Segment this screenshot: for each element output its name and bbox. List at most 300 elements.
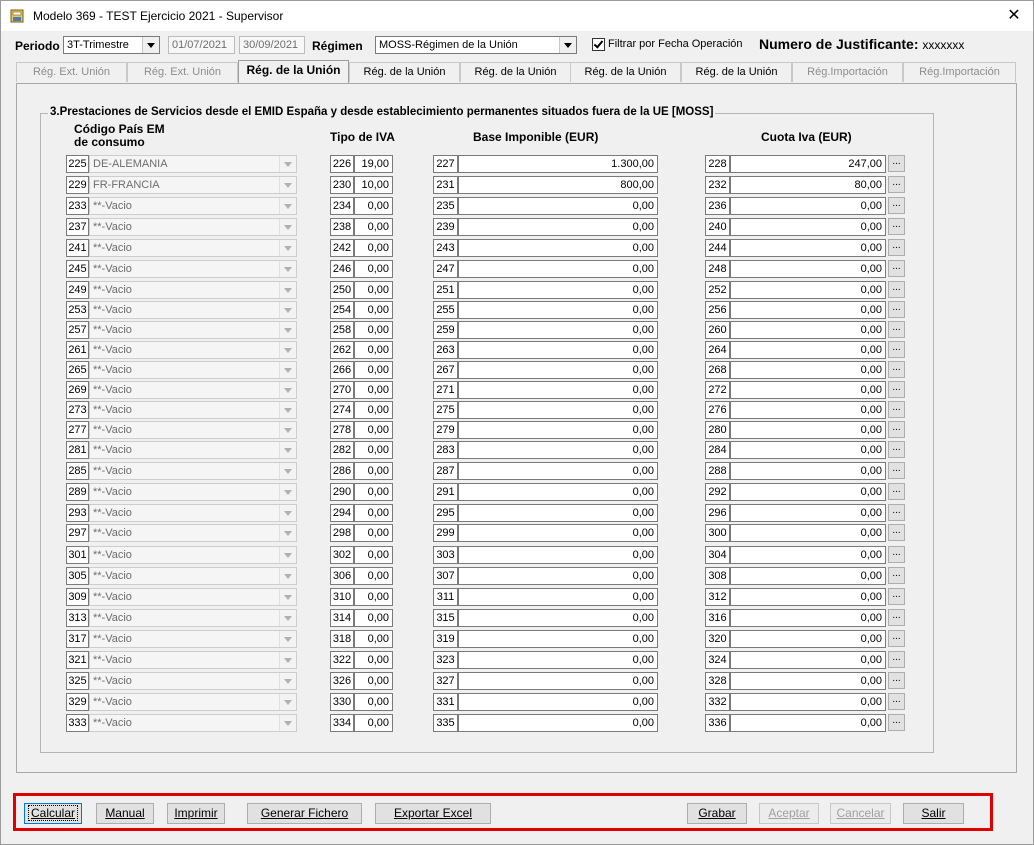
tipo-iva-field[interactable]: 0,00 xyxy=(354,483,393,501)
regimen-select[interactable] xyxy=(375,36,577,54)
box-number: 333 xyxy=(66,714,89,732)
chevron-down-icon[interactable] xyxy=(279,673,296,689)
box-number: 265 xyxy=(66,361,89,379)
chevron-down-icon[interactable] xyxy=(279,302,296,318)
base-imponible-field[interactable]: 0,00 xyxy=(458,421,658,439)
box-number: 270 xyxy=(330,381,354,399)
box-number: 261 xyxy=(66,341,89,359)
box-number: 304 xyxy=(705,546,730,564)
col-header-pais xyxy=(74,123,165,149)
base-imponible-field[interactable]: 0,00 xyxy=(458,361,658,379)
cuota-iva-field[interactable]: 0,00 xyxy=(730,524,886,542)
base-imponible-field[interactable]: 0,00 xyxy=(458,588,658,606)
ellipsis-button[interactable]: ... xyxy=(888,693,905,710)
ellipsis-button[interactable]: ... xyxy=(888,441,905,458)
chevron-down-icon[interactable] xyxy=(279,362,296,378)
box-number: 296 xyxy=(705,504,730,522)
tipo-iva-field[interactable]: 0,00 xyxy=(354,401,393,419)
box-number: 262 xyxy=(330,341,354,359)
tab-5[interactable]: Rég. de la Unión xyxy=(460,62,571,82)
base-imponible-field[interactable]: 800,00 xyxy=(458,176,658,194)
cuota-iva-field[interactable]: 247,00 xyxy=(730,155,886,173)
tipo-iva-field[interactable]: 0,00 xyxy=(354,301,393,319)
ellipsis-button[interactable]: ... xyxy=(888,176,905,193)
chevron-down-icon[interactable] xyxy=(279,442,296,458)
base-imponible-field[interactable]: 0,00 xyxy=(458,301,658,319)
chevron-down-icon[interactable] xyxy=(279,694,296,710)
box-number: 268 xyxy=(705,361,730,379)
base-imponible-field[interactable]: 0,00 xyxy=(458,260,658,278)
ellipsis-button[interactable]: ... xyxy=(888,462,905,479)
pais-value: **-Vacio xyxy=(93,612,132,624)
cuota-iva-field[interactable]: 0,00 xyxy=(730,441,886,459)
box-number: 325 xyxy=(66,672,89,690)
pais-select[interactable] xyxy=(89,301,297,319)
ellipsis-button[interactable]: ... xyxy=(888,630,905,647)
box-number: 328 xyxy=(705,672,730,690)
cuota-iva-field[interactable]: 0,00 xyxy=(730,321,886,339)
pais-select[interactable] xyxy=(89,381,297,399)
tipo-iva-field[interactable]: 10,00 xyxy=(354,176,393,194)
base-imponible-field[interactable]: 0,00 xyxy=(458,197,658,215)
pais-select[interactable] xyxy=(89,504,297,522)
box-number: 234 xyxy=(330,197,354,215)
table-row xyxy=(0,421,1000,439)
box-number: 237 xyxy=(66,218,89,236)
chevron-down-icon[interactable] xyxy=(279,589,296,605)
pais-value: **-Vacio xyxy=(93,486,132,498)
box-number: 295 xyxy=(433,504,458,522)
base-imponible-field[interactable]: 0,00 xyxy=(458,504,658,522)
manual-button[interactable]: Manual xyxy=(96,803,154,824)
tab-7[interactable]: Rég. de la Unión xyxy=(681,62,792,82)
base-imponible-field[interactable]: 0,00 xyxy=(458,218,658,236)
tipo-iva-field[interactable]: 0,00 xyxy=(354,504,393,522)
table-row xyxy=(0,651,1000,669)
chevron-down-icon[interactable] xyxy=(279,484,296,500)
pais-select[interactable] xyxy=(89,651,297,669)
box-number: 309 xyxy=(66,588,89,606)
base-imponible-field[interactable]: 0,00 xyxy=(458,239,658,257)
cuota-iva-field[interactable]: 0,00 xyxy=(730,483,886,501)
box-number: 330 xyxy=(330,693,354,711)
base-imponible-field[interactable]: 0,00 xyxy=(458,651,658,669)
box-number: 233 xyxy=(66,197,89,215)
table-row xyxy=(0,260,1000,278)
chevron-down-icon[interactable] xyxy=(279,261,296,277)
box-number: 312 xyxy=(705,588,730,606)
cuota-iva-field[interactable]: 0,00 xyxy=(730,630,886,648)
box-number: 225 xyxy=(66,155,89,173)
box-number: 248 xyxy=(705,260,730,278)
chevron-down-icon[interactable] xyxy=(279,525,296,541)
tipo-iva-field[interactable]: 0,00 xyxy=(354,361,393,379)
ellipsis-button[interactable]: ... xyxy=(888,341,905,358)
chevron-down-icon[interactable] xyxy=(279,402,296,418)
base-imponible-field[interactable]: 0,00 xyxy=(458,441,658,459)
pais-select[interactable] xyxy=(89,693,297,711)
tipo-iva-field[interactable]: 0,00 xyxy=(354,567,393,585)
ellipsis-button[interactable]: ... xyxy=(888,260,905,277)
base-imponible-field[interactable]: 0,00 xyxy=(458,341,658,359)
base-imponible-field[interactable]: 0,00 xyxy=(458,401,658,419)
ellipsis-button[interactable]: ... xyxy=(888,301,905,318)
cuota-iva-field[interactable]: 0,00 xyxy=(730,361,886,379)
ellipsis-button[interactable]: ... xyxy=(888,609,905,626)
base-imponible-field[interactable]: 0,00 xyxy=(458,483,658,501)
ellipsis-button[interactable]: ... xyxy=(888,421,905,438)
cancelar-button[interactable]: Cancelar xyxy=(830,803,891,824)
title-bar xyxy=(1,1,1033,31)
box-number: 249 xyxy=(66,281,89,299)
table-row xyxy=(0,155,1000,173)
box-number: 288 xyxy=(705,462,730,480)
pais-select[interactable] xyxy=(89,197,297,215)
ellipsis-button[interactable]: ... xyxy=(888,321,905,338)
pais-value: **-Vacio xyxy=(93,384,132,396)
box-number: 247 xyxy=(433,260,458,278)
box-number: 267 xyxy=(433,361,458,379)
box-number: 329 xyxy=(66,693,89,711)
cuota-iva-field[interactable]: 0,00 xyxy=(730,197,886,215)
table-row xyxy=(0,483,1000,501)
box-number: 327 xyxy=(433,672,458,690)
tipo-iva-field[interactable]: 19,00 xyxy=(354,155,393,173)
base-imponible-field[interactable]: 0,00 xyxy=(458,567,658,585)
periodo-select[interactable] xyxy=(63,36,160,54)
ellipsis-button[interactable]: ... xyxy=(888,588,905,605)
pais-value: **-Vacio xyxy=(93,200,132,212)
cuota-iva-field[interactable]: 0,00 xyxy=(730,341,886,359)
chevron-down-icon[interactable] xyxy=(279,342,296,358)
box-number: 279 xyxy=(433,421,458,439)
table-row xyxy=(0,546,1000,564)
imprimir-button[interactable]: Imprimir xyxy=(167,803,225,824)
pais-select[interactable] xyxy=(89,341,297,359)
cuota-iva-field[interactable]: 0,00 xyxy=(730,239,886,257)
window-title: Modelo 369 - TEST Ejercicio 2021 - Supervisor xyxy=(33,9,284,23)
base-imponible-field[interactable]: 0,00 xyxy=(458,462,658,480)
box-number: 254 xyxy=(330,301,354,319)
base-imponible-field[interactable]: 0,00 xyxy=(458,714,658,732)
box-number: 260 xyxy=(705,321,730,339)
box-number: 278 xyxy=(330,421,354,439)
pais-select[interactable] xyxy=(89,588,297,606)
tipo-iva-field[interactable]: 0,00 xyxy=(354,609,393,627)
table-row xyxy=(0,361,1000,379)
box-number: 276 xyxy=(705,401,730,419)
tipo-iva-field[interactable]: 0,00 xyxy=(354,462,393,480)
cuota-iva-field[interactable]: 0,00 xyxy=(730,218,886,236)
ellipsis-button[interactable]: ... xyxy=(888,218,905,235)
box-number: 308 xyxy=(705,567,730,585)
base-imponible-field[interactable]: 0,00 xyxy=(458,693,658,711)
box-number: 291 xyxy=(433,483,458,501)
box-number: 235 xyxy=(433,197,458,215)
pais-select[interactable] xyxy=(89,239,297,257)
pais-select[interactable] xyxy=(89,567,297,585)
chevron-down-icon[interactable] xyxy=(279,715,296,731)
col-header-tipo: Tipo de IVA xyxy=(330,130,395,144)
pais-select[interactable] xyxy=(89,401,297,419)
base-imponible-field[interactable]: 0,00 xyxy=(458,546,658,564)
pais-select[interactable] xyxy=(89,176,297,194)
box-number: 310 xyxy=(330,588,354,606)
ellipsis-button[interactable]: ... xyxy=(888,567,905,584)
pais-value: FR-FRANCIA xyxy=(93,179,160,191)
chevron-down-icon[interactable] xyxy=(279,177,296,193)
table-row xyxy=(0,588,1000,606)
pais-select[interactable] xyxy=(89,483,297,501)
ellipsis-button[interactable]: ... xyxy=(888,483,905,500)
tipo-iva-field[interactable]: 0,00 xyxy=(354,381,393,399)
base-imponible-field[interactable]: 0,00 xyxy=(458,609,658,627)
pais-select[interactable] xyxy=(89,321,297,339)
tipo-iva-field[interactable]: 0,00 xyxy=(354,651,393,669)
box-number: 318 xyxy=(330,630,354,648)
cuota-iva-field[interactable]: 0,00 xyxy=(730,546,886,564)
pais-select[interactable] xyxy=(89,462,297,480)
tab-6[interactable]: Rég. de la Unión xyxy=(570,62,681,82)
salir-button[interactable]: Salir xyxy=(903,803,964,824)
base-imponible-field[interactable]: 0,00 xyxy=(458,321,658,339)
chevron-down-icon[interactable] xyxy=(279,610,296,626)
box-number: 323 xyxy=(433,651,458,669)
chevron-down-icon[interactable] xyxy=(559,37,576,53)
generar-fichero-button[interactable]: Generar Fichero xyxy=(247,803,362,824)
box-number: 264 xyxy=(705,341,730,359)
box-number: 311 xyxy=(433,588,458,606)
filtrar-checkbox[interactable] xyxy=(592,38,605,51)
pais-select[interactable] xyxy=(89,714,297,732)
table-row xyxy=(0,321,1000,339)
box-number: 273 xyxy=(66,401,89,419)
cuota-iva-field[interactable]: 0,00 xyxy=(730,421,886,439)
tipo-iva-field[interactable]: 0,00 xyxy=(354,630,393,648)
box-number: 283 xyxy=(433,441,458,459)
tipo-iva-field[interactable]: 0,00 xyxy=(354,260,393,278)
ellipsis-button[interactable]: ... xyxy=(888,546,905,563)
tab-strip xyxy=(16,61,1016,83)
box-number: 286 xyxy=(330,462,354,480)
pais-select[interactable] xyxy=(89,524,297,542)
chevron-down-icon[interactable] xyxy=(279,568,296,584)
cuota-iva-field[interactable]: 0,00 xyxy=(730,401,886,419)
chevron-down-icon[interactable] xyxy=(279,156,296,172)
box-number: 336 xyxy=(705,714,730,732)
base-imponible-field[interactable]: 0,00 xyxy=(458,381,658,399)
tab-2[interactable]: Rég. Ext. Unión xyxy=(127,62,238,82)
table-row xyxy=(0,714,1000,732)
app-icon xyxy=(10,9,24,23)
table-row xyxy=(0,197,1000,215)
chevron-down-icon[interactable] xyxy=(279,382,296,398)
tipo-iva-field[interactable]: 0,00 xyxy=(354,341,393,359)
ellipsis-button[interactable]: ... xyxy=(888,504,905,521)
box-number: 231 xyxy=(433,176,458,194)
cuota-iva-field[interactable]: 0,00 xyxy=(730,672,886,690)
tipo-iva-field[interactable]: 0,00 xyxy=(354,672,393,690)
ellipsis-button[interactable]: ... xyxy=(888,197,905,214)
chevron-down-icon[interactable] xyxy=(279,322,296,338)
pais-value: **-Vacio xyxy=(93,444,132,456)
box-number: 245 xyxy=(66,260,89,278)
chevron-down-icon[interactable] xyxy=(279,219,296,235)
cuota-iva-field[interactable]: 0,00 xyxy=(730,281,886,299)
base-imponible-field[interactable]: 0,00 xyxy=(458,281,658,299)
box-number: 307 xyxy=(433,567,458,585)
box-number: 239 xyxy=(433,218,458,236)
chevron-down-icon[interactable] xyxy=(279,282,296,298)
pais-select[interactable] xyxy=(89,260,297,278)
pais-value: **-Vacio xyxy=(93,633,132,645)
grabar-button[interactable]: Grabar xyxy=(687,803,747,824)
box-number: 289 xyxy=(66,483,89,501)
pais-select[interactable] xyxy=(89,546,297,564)
ellipsis-button[interactable]: ... xyxy=(888,651,905,668)
cuota-iva-field[interactable]: 80,00 xyxy=(730,176,886,194)
box-number: 236 xyxy=(705,197,730,215)
cuota-iva-field[interactable]: 0,00 xyxy=(730,381,886,399)
box-number: 282 xyxy=(330,441,354,459)
tipo-iva-field[interactable]: 0,00 xyxy=(354,546,393,564)
cuota-iva-field[interactable]: 0,00 xyxy=(730,609,886,627)
pais-value: **-Vacio xyxy=(93,404,132,416)
tab-8[interactable]: Rég.Importación xyxy=(792,62,903,82)
pais-value: **-Vacio xyxy=(93,717,132,729)
filtrar-label: Filtrar por Fecha Operación xyxy=(608,38,743,50)
table-row xyxy=(0,524,1000,542)
box-number: 317 xyxy=(66,630,89,648)
cuota-iva-field[interactable]: 0,00 xyxy=(730,693,886,711)
box-number: 294 xyxy=(330,504,354,522)
box-number: 297 xyxy=(66,524,89,542)
box-number: 319 xyxy=(433,630,458,648)
chevron-down-icon[interactable] xyxy=(279,652,296,668)
ellipsis-button[interactable]: ... xyxy=(888,361,905,378)
ellipsis-button[interactable]: ... xyxy=(888,524,905,541)
pais-select[interactable] xyxy=(89,609,297,627)
ellipsis-button[interactable]: ... xyxy=(888,672,905,689)
box-number: 272 xyxy=(705,381,730,399)
ellipsis-button[interactable]: ... xyxy=(888,239,905,256)
table-row xyxy=(0,218,1000,236)
ellipsis-button[interactable]: ... xyxy=(888,714,905,731)
base-imponible-field[interactable]: 0,00 xyxy=(458,630,658,648)
chevron-down-icon[interactable] xyxy=(279,631,296,647)
pais-select[interactable] xyxy=(89,361,297,379)
pais-select[interactable] xyxy=(89,441,297,459)
box-number: 306 xyxy=(330,567,354,585)
justificante-value: xxxxxxx xyxy=(922,38,965,52)
base-imponible-field[interactable]: 0,00 xyxy=(458,524,658,542)
tab-4[interactable]: Rég. de la Unión xyxy=(349,62,460,82)
tab-3[interactable]: Rég. de la Unión xyxy=(238,60,349,83)
box-number: 302 xyxy=(330,546,354,564)
cuota-iva-field[interactable]: 0,00 xyxy=(730,504,886,522)
box-number: 253 xyxy=(66,301,89,319)
box-number: 324 xyxy=(705,651,730,669)
tab-9[interactable]: Rég.Importación xyxy=(903,62,1016,82)
pais-value: **-Vacio xyxy=(93,424,132,436)
pais-select[interactable] xyxy=(89,630,297,648)
tipo-iva-field[interactable]: 0,00 xyxy=(354,321,393,339)
aceptar-button[interactable]: Aceptar xyxy=(759,803,819,824)
cuota-iva-field[interactable]: 0,00 xyxy=(730,260,886,278)
tab-1[interactable]: Rég. Ext. Unión xyxy=(16,62,127,82)
tipo-iva-field[interactable]: 0,00 xyxy=(354,421,393,439)
box-number: 240 xyxy=(705,218,730,236)
box-number: 287 xyxy=(433,462,458,480)
box-number: 293 xyxy=(66,504,89,522)
pais-value: **-Vacio xyxy=(93,591,132,603)
cuota-iva-field[interactable]: 0,00 xyxy=(730,567,886,585)
pais-select[interactable] xyxy=(89,218,297,236)
pais-select[interactable] xyxy=(89,155,297,173)
tipo-iva-field[interactable]: 0,00 xyxy=(354,588,393,606)
box-number: 255 xyxy=(433,301,458,319)
base-imponible-field[interactable]: 1.300,00 xyxy=(458,155,658,173)
box-number: 271 xyxy=(433,381,458,399)
chevron-down-icon[interactable] xyxy=(142,37,159,53)
periodo-value: 3T-Trimestre xyxy=(67,39,129,51)
box-number: 256 xyxy=(705,301,730,319)
tipo-iva-field[interactable]: 0,00 xyxy=(354,524,393,542)
tipo-iva-field[interactable]: 0,00 xyxy=(354,281,393,299)
cuota-iva-field[interactable]: 0,00 xyxy=(730,651,886,669)
box-number: 320 xyxy=(705,630,730,648)
pais-select[interactable] xyxy=(89,421,297,439)
box-number: 315 xyxy=(433,609,458,627)
ellipsis-button[interactable]: ... xyxy=(888,281,905,298)
ellipsis-button[interactable]: ... xyxy=(888,155,905,172)
pais-select[interactable] xyxy=(89,281,297,299)
chevron-down-icon[interactable] xyxy=(279,463,296,479)
tipo-iva-field[interactable]: 0,00 xyxy=(354,714,393,732)
close-icon[interactable]: ✕ xyxy=(1007,7,1021,24)
tipo-iva-field[interactable]: 0,00 xyxy=(354,218,393,236)
calcular-button[interactable] xyxy=(24,803,82,824)
tipo-iva-field[interactable]: 0,00 xyxy=(354,693,393,711)
tipo-iva-field[interactable]: 0,00 xyxy=(354,239,393,257)
box-number: 305 xyxy=(66,567,89,585)
chevron-down-icon[interactable] xyxy=(279,547,296,563)
tipo-iva-field[interactable]: 0,00 xyxy=(354,441,393,459)
base-imponible-field[interactable]: 0,00 xyxy=(458,672,658,690)
box-number: 313 xyxy=(66,609,89,627)
ellipsis-button[interactable]: ... xyxy=(888,381,905,398)
cuota-iva-field[interactable]: 0,00 xyxy=(730,714,886,732)
cuota-iva-field[interactable]: 0,00 xyxy=(730,462,886,480)
pais-value: **-Vacio xyxy=(93,527,132,539)
col-header-pais-line1: Código País EM xyxy=(74,122,165,136)
chevron-down-icon[interactable] xyxy=(279,505,296,521)
tipo-iva-field[interactable]: 0,00 xyxy=(354,197,393,215)
table-row xyxy=(0,504,1000,522)
chevron-down-icon[interactable] xyxy=(279,422,296,438)
box-number: 281 xyxy=(66,441,89,459)
exportar-excel-button[interactable]: Exportar Excel xyxy=(375,803,491,824)
ellipsis-button[interactable]: ... xyxy=(888,401,905,418)
pais-select[interactable] xyxy=(89,672,297,690)
box-number: 263 xyxy=(433,341,458,359)
chevron-down-icon[interactable] xyxy=(279,240,296,256)
cuota-iva-field[interactable]: 0,00 xyxy=(730,588,886,606)
chevron-down-icon[interactable] xyxy=(279,198,296,214)
cuota-iva-field[interactable]: 0,00 xyxy=(730,301,886,319)
regimen-label: Régimen xyxy=(312,39,363,53)
calcular-label: Calcular xyxy=(30,806,75,820)
